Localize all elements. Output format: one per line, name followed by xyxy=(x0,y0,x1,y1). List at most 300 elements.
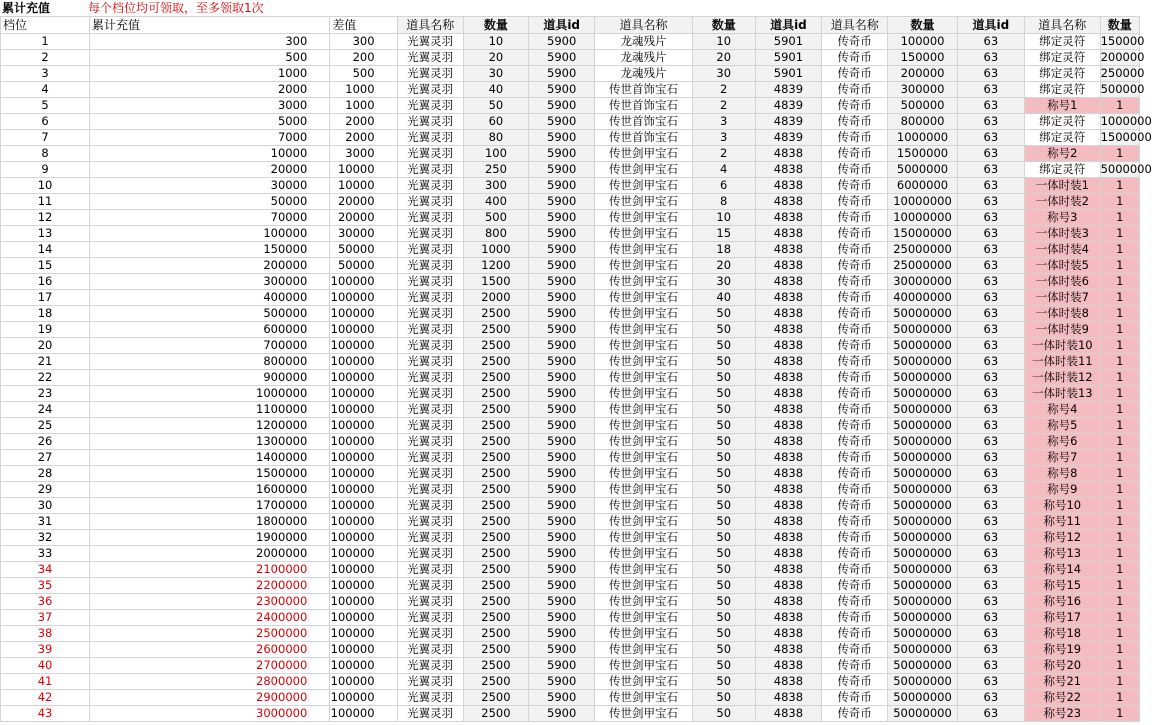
cell-tier[interactable]: 24 xyxy=(1,402,90,418)
cell-tier[interactable]: 19 xyxy=(1,322,90,338)
cell-item-id-2[interactable]: 4838 xyxy=(755,210,821,226)
cell-item-name-4[interactable]: 称号2 xyxy=(1025,146,1101,162)
cell-quantity-2[interactable]: 20 xyxy=(692,50,755,66)
cell-item-name-3[interactable]: 传奇币 xyxy=(822,370,888,386)
cell-item-id-3[interactable]: 63 xyxy=(957,466,1024,482)
header-item-name-4[interactable]: 道具名称 xyxy=(1025,17,1101,34)
cell-item-name-4[interactable]: 绑定灵符 xyxy=(1025,66,1101,82)
cell-cumulative-recharge[interactable]: 300 xyxy=(90,34,330,50)
cell-quantity-1[interactable]: 300 xyxy=(463,178,528,194)
cell-item-name-1[interactable]: 光翼灵羽 xyxy=(397,626,463,642)
cell-tier[interactable]: 25 xyxy=(1,418,90,434)
cell-item-id-1[interactable]: 5900 xyxy=(529,66,595,82)
cell-tier[interactable]: 20 xyxy=(1,338,90,354)
cell-item-name-2[interactable]: 传世首饰宝石 xyxy=(595,130,692,146)
cell-tier[interactable]: 37 xyxy=(1,610,90,626)
cell-item-id-2[interactable]: 4838 xyxy=(755,418,821,434)
cell-item-name-3[interactable]: 传奇币 xyxy=(822,498,888,514)
cell-quantity-4[interactable]: 200000 xyxy=(1100,50,1145,64)
cell-tier[interactable]: 23 xyxy=(1,386,90,402)
cell-quantity-4[interactable]: 1 xyxy=(1100,242,1139,258)
cell-quantity-4[interactable]: 1 xyxy=(1100,562,1139,578)
cell-quantity-3[interactable]: 50000000 xyxy=(888,610,957,626)
cell-item-id-2[interactable]: 4838 xyxy=(755,274,821,290)
cell-item-id-1[interactable]: 5900 xyxy=(529,466,595,482)
cell-quantity-3[interactable]: 50000000 xyxy=(888,466,957,482)
cell-item-name-4[interactable]: 称号16 xyxy=(1025,594,1101,610)
cell-item-name-3[interactable]: 传奇币 xyxy=(822,466,888,482)
cell-item-id-2[interactable]: 4838 xyxy=(755,306,821,322)
cell-cumulative-recharge[interactable]: 2300000 xyxy=(90,594,330,610)
cell-difference[interactable]: 100000 xyxy=(330,434,397,450)
cell-item-id-1[interactable]: 5900 xyxy=(529,514,595,530)
cell-item-name-4[interactable]: 一体时装11 xyxy=(1025,354,1101,370)
cell-item-name-3[interactable]: 传奇币 xyxy=(822,162,888,178)
cell-item-id-2[interactable]: 4838 xyxy=(755,402,821,418)
cell-item-id-3[interactable]: 63 xyxy=(957,50,1024,66)
cell-tier[interactable]: 38 xyxy=(1,626,90,642)
cell-quantity-1[interactable]: 250 xyxy=(463,162,528,178)
cell-item-name-3[interactable]: 传奇币 xyxy=(822,50,888,66)
cell-item-name-4[interactable]: 称号15 xyxy=(1025,578,1101,594)
header-tier[interactable]: 档位 xyxy=(1,17,90,34)
cell-cumulative-recharge[interactable]: 50000 xyxy=(90,194,330,210)
cell-cumulative-recharge[interactable]: 700000 xyxy=(90,338,330,354)
cell-item-name-3[interactable]: 传奇币 xyxy=(822,482,888,498)
cell-difference[interactable]: 100000 xyxy=(330,354,397,370)
cell-difference[interactable]: 1000 xyxy=(330,98,397,114)
cell-item-name-3[interactable]: 传奇币 xyxy=(822,594,888,610)
cell-item-id-2[interactable]: 4838 xyxy=(755,290,821,306)
cell-item-id-2[interactable]: 5901 xyxy=(755,34,821,50)
cell-item-name-1[interactable]: 光翼灵羽 xyxy=(397,370,463,386)
cell-quantity-2[interactable]: 50 xyxy=(692,706,755,722)
cell-quantity-3[interactable]: 15000000 xyxy=(888,226,957,242)
cell-quantity-3[interactable]: 25000000 xyxy=(888,242,957,258)
cell-item-id-1[interactable]: 5900 xyxy=(529,450,595,466)
cell-difference[interactable]: 300 xyxy=(330,34,397,50)
cell-quantity-3[interactable]: 200000 xyxy=(888,66,957,82)
cell-item-name-1[interactable]: 光翼灵羽 xyxy=(397,498,463,514)
cell-cumulative-recharge[interactable]: 1000 xyxy=(90,66,330,82)
cell-item-id-1[interactable]: 5900 xyxy=(529,226,595,242)
cell-quantity-1[interactable]: 30 xyxy=(463,66,528,82)
cell-item-id-2[interactable]: 4838 xyxy=(755,562,821,578)
cell-difference[interactable]: 100000 xyxy=(330,322,397,338)
cell-item-name-2[interactable]: 传世剑甲宝石 xyxy=(595,674,692,690)
cell-quantity-4[interactable]: 1 xyxy=(1100,338,1139,354)
cell-item-name-2[interactable]: 传世剑甲宝石 xyxy=(595,210,692,226)
cell-item-name-1[interactable]: 光翼灵羽 xyxy=(397,290,463,306)
cell-cumulative-recharge[interactable]: 3000000 xyxy=(90,706,330,722)
cell-item-name-2[interactable]: 传世剑甲宝石 xyxy=(595,498,692,514)
cell-quantity-1[interactable]: 60 xyxy=(463,114,528,130)
cell-item-id-2[interactable]: 4838 xyxy=(755,194,821,210)
cell-item-id-2[interactable]: 4838 xyxy=(755,610,821,626)
cell-tier[interactable]: 30 xyxy=(1,498,90,514)
cell-item-id-2[interactable]: 4838 xyxy=(755,498,821,514)
cell-item-id-2[interactable]: 4838 xyxy=(755,434,821,450)
cell-item-name-4[interactable]: 称号18 xyxy=(1025,626,1101,642)
cell-item-id-1[interactable]: 5900 xyxy=(529,642,595,658)
cell-difference[interactable]: 20000 xyxy=(330,194,397,210)
cell-quantity-4[interactable]: 1 xyxy=(1100,322,1139,338)
cell-item-name-3[interactable]: 传奇币 xyxy=(822,274,888,290)
cell-item-name-4[interactable]: 一体时装8 xyxy=(1025,306,1101,322)
cell-quantity-3[interactable]: 100000 xyxy=(888,34,957,50)
cell-quantity-3[interactable]: 50000000 xyxy=(888,482,957,498)
cell-item-name-1[interactable]: 光翼灵羽 xyxy=(397,98,463,114)
cell-quantity-1[interactable]: 2500 xyxy=(463,578,528,594)
cell-item-name-4[interactable]: 一体时装5 xyxy=(1025,258,1101,274)
cell-item-id-1[interactable]: 5900 xyxy=(529,706,595,722)
cell-item-id-3[interactable]: 63 xyxy=(957,514,1024,530)
cell-item-name-1[interactable]: 光翼灵羽 xyxy=(397,114,463,130)
cell-item-name-3[interactable]: 传奇币 xyxy=(822,66,888,82)
cell-item-id-3[interactable]: 63 xyxy=(957,290,1024,306)
cell-tier[interactable]: 2 xyxy=(1,50,90,66)
cell-item-name-2[interactable]: 传世剑甲宝石 xyxy=(595,466,692,482)
cell-item-name-3[interactable]: 传奇币 xyxy=(822,578,888,594)
cell-item-name-4[interactable]: 称号6 xyxy=(1025,434,1101,450)
cell-quantity-3[interactable]: 50000000 xyxy=(888,498,957,514)
cell-item-id-3[interactable]: 63 xyxy=(957,450,1024,466)
cell-quantity-4[interactable]: 1 xyxy=(1100,530,1139,546)
cell-item-id-3[interactable]: 63 xyxy=(957,130,1024,146)
cell-item-id-1[interactable]: 5900 xyxy=(529,610,595,626)
cell-quantity-4[interactable]: 1500000 xyxy=(1100,130,1152,144)
cell-quantity-3[interactable]: 1000000 xyxy=(888,130,957,146)
cell-item-name-2[interactable]: 传世剑甲宝石 xyxy=(595,354,692,370)
cell-quantity-2[interactable]: 2 xyxy=(692,146,755,162)
cell-item-name-1[interactable]: 光翼灵羽 xyxy=(397,642,463,658)
cell-cumulative-recharge[interactable]: 800000 xyxy=(90,354,330,370)
cell-item-name-1[interactable]: 光翼灵羽 xyxy=(397,482,463,498)
cell-difference[interactable]: 50000 xyxy=(330,242,397,258)
cell-quantity-3[interactable]: 50000000 xyxy=(888,690,957,706)
header-quantity-4[interactable]: 数量 xyxy=(1100,17,1139,34)
cell-item-name-2[interactable]: 传世剑甲宝石 xyxy=(595,162,692,178)
cell-difference[interactable]: 100000 xyxy=(330,674,397,690)
cell-item-name-2[interactable]: 传世剑甲宝石 xyxy=(595,386,692,402)
cell-quantity-1[interactable]: 100 xyxy=(463,146,528,162)
cell-item-id-3[interactable]: 63 xyxy=(957,258,1024,274)
cell-item-name-4[interactable]: 一体时装10 xyxy=(1025,338,1101,354)
cell-quantity-3[interactable]: 50000000 xyxy=(888,530,957,546)
cell-item-name-2[interactable]: 传世首饰宝石 xyxy=(595,114,692,130)
cell-item-id-1[interactable]: 5900 xyxy=(529,114,595,130)
cell-tier[interactable]: 36 xyxy=(1,594,90,610)
cell-item-name-1[interactable]: 光翼灵羽 xyxy=(397,354,463,370)
cell-quantity-2[interactable]: 30 xyxy=(692,66,755,82)
cell-difference[interactable]: 100000 xyxy=(330,578,397,594)
cell-difference[interactable]: 10000 xyxy=(330,162,397,178)
cell-item-id-2[interactable]: 4838 xyxy=(755,226,821,242)
cell-item-id-3[interactable]: 63 xyxy=(957,354,1024,370)
cell-quantity-4[interactable]: 1 xyxy=(1100,98,1139,114)
cell-item-id-2[interactable]: 4838 xyxy=(755,466,821,482)
cell-item-id-1[interactable]: 5900 xyxy=(529,178,595,194)
cell-item-id-3[interactable]: 63 xyxy=(957,690,1024,706)
cell-item-id-3[interactable]: 63 xyxy=(957,98,1024,114)
cell-item-id-1[interactable]: 5900 xyxy=(529,690,595,706)
cell-quantity-2[interactable]: 50 xyxy=(692,498,755,514)
cell-quantity-3[interactable]: 50000000 xyxy=(888,626,957,642)
cell-item-name-3[interactable]: 传奇币 xyxy=(822,658,888,674)
cell-item-name-1[interactable]: 光翼灵羽 xyxy=(397,162,463,178)
cell-quantity-2[interactable]: 20 xyxy=(692,258,755,274)
cell-quantity-2[interactable]: 15 xyxy=(692,226,755,242)
cell-quantity-3[interactable]: 10000000 xyxy=(888,210,957,226)
cell-item-name-4[interactable]: 称号23 xyxy=(1025,706,1101,722)
cell-tier[interactable]: 43 xyxy=(1,706,90,722)
cell-quantity-3[interactable]: 50000000 xyxy=(888,578,957,594)
cell-quantity-1[interactable]: 2500 xyxy=(463,354,528,370)
cell-quantity-1[interactable]: 2500 xyxy=(463,706,528,722)
cell-item-id-1[interactable]: 5900 xyxy=(529,498,595,514)
cell-item-id-1[interactable]: 5900 xyxy=(529,386,595,402)
cell-item-name-1[interactable]: 光翼灵羽 xyxy=(397,210,463,226)
cell-difference[interactable]: 100000 xyxy=(330,626,397,642)
cell-cumulative-recharge[interactable]: 200000 xyxy=(90,258,330,274)
cell-item-name-1[interactable]: 光翼灵羽 xyxy=(397,258,463,274)
cell-tier[interactable]: 11 xyxy=(1,194,90,210)
cell-difference[interactable]: 1000 xyxy=(330,82,397,98)
cell-difference[interactable]: 100000 xyxy=(330,546,397,562)
cell-item-id-1[interactable]: 5900 xyxy=(529,354,595,370)
cell-item-name-1[interactable]: 光翼灵羽 xyxy=(397,194,463,210)
cell-tier[interactable]: 42 xyxy=(1,690,90,706)
cell-item-name-4[interactable]: 称号11 xyxy=(1025,514,1101,530)
cell-difference[interactable]: 100000 xyxy=(330,514,397,530)
cell-item-id-1[interactable]: 5900 xyxy=(529,258,595,274)
cell-tier[interactable]: 4 xyxy=(1,82,90,98)
cell-item-id-2[interactable]: 4838 xyxy=(755,322,821,338)
cell-tier[interactable]: 27 xyxy=(1,450,90,466)
cell-item-name-2[interactable]: 龙魂残片 xyxy=(595,34,692,50)
cell-quantity-4[interactable]: 1 xyxy=(1100,706,1139,722)
cell-item-id-2[interactable]: 4838 xyxy=(755,338,821,354)
cell-item-id-3[interactable]: 63 xyxy=(957,642,1024,658)
cell-item-id-3[interactable]: 63 xyxy=(957,530,1024,546)
cell-item-id-3[interactable]: 63 xyxy=(957,34,1024,50)
cell-quantity-1[interactable]: 2500 xyxy=(463,562,528,578)
cell-item-id-3[interactable]: 63 xyxy=(957,146,1024,162)
cell-cumulative-recharge[interactable]: 1100000 xyxy=(90,402,330,418)
cell-quantity-1[interactable]: 2500 xyxy=(463,546,528,562)
cell-item-name-2[interactable]: 传世剑甲宝石 xyxy=(595,690,692,706)
cell-item-name-2[interactable]: 传世剑甲宝石 xyxy=(595,178,692,194)
cell-item-id-3[interactable]: 63 xyxy=(957,82,1024,98)
cell-quantity-2[interactable]: 50 xyxy=(692,642,755,658)
cell-quantity-1[interactable]: 2500 xyxy=(463,514,528,530)
cell-item-name-4[interactable]: 称号12 xyxy=(1025,530,1101,546)
cell-item-name-3[interactable]: 传奇币 xyxy=(822,338,888,354)
cell-item-name-4[interactable]: 一体时装3 xyxy=(1025,226,1101,242)
cell-quantity-2[interactable]: 50 xyxy=(692,466,755,482)
cell-item-id-3[interactable]: 63 xyxy=(957,578,1024,594)
cell-item-name-3[interactable]: 传奇币 xyxy=(822,562,888,578)
cell-item-id-3[interactable]: 63 xyxy=(957,178,1024,194)
cell-tier[interactable]: 9 xyxy=(1,162,90,178)
cell-quantity-3[interactable]: 6000000 xyxy=(888,178,957,194)
cell-item-name-1[interactable]: 光翼灵羽 xyxy=(397,34,463,50)
cell-cumulative-recharge[interactable]: 300000 xyxy=(90,274,330,290)
cell-difference[interactable]: 100000 xyxy=(330,690,397,706)
cell-item-name-2[interactable]: 传世剑甲宝石 xyxy=(595,546,692,562)
cell-quantity-3[interactable]: 50000000 xyxy=(888,658,957,674)
cell-item-id-1[interactable]: 5900 xyxy=(529,338,595,354)
cell-item-id-1[interactable]: 5900 xyxy=(529,434,595,450)
cell-item-name-4[interactable]: 称号9 xyxy=(1025,482,1101,498)
cell-item-name-2[interactable]: 传世剑甲宝石 xyxy=(595,418,692,434)
cell-tier[interactable]: 35 xyxy=(1,578,90,594)
cell-cumulative-recharge[interactable]: 20000 xyxy=(90,162,330,178)
cell-quantity-1[interactable]: 2500 xyxy=(463,674,528,690)
cell-item-name-1[interactable]: 光翼灵羽 xyxy=(397,706,463,722)
cell-quantity-4[interactable]: 1 xyxy=(1100,178,1139,194)
cell-quantity-3[interactable]: 50000000 xyxy=(888,402,957,418)
cell-cumulative-recharge[interactable]: 900000 xyxy=(90,370,330,386)
cell-item-id-1[interactable]: 5900 xyxy=(529,34,595,50)
cell-cumulative-recharge[interactable]: 2000 xyxy=(90,82,330,98)
cell-difference[interactable]: 100000 xyxy=(330,290,397,306)
cell-item-name-3[interactable]: 传奇币 xyxy=(822,178,888,194)
cell-quantity-4[interactable]: 1 xyxy=(1100,514,1139,530)
cell-item-id-1[interactable]: 5900 xyxy=(529,210,595,226)
cell-item-id-2[interactable]: 4838 xyxy=(755,354,821,370)
cell-item-id-2[interactable]: 4838 xyxy=(755,594,821,610)
cell-tier[interactable]: 22 xyxy=(1,370,90,386)
cell-quantity-1[interactable]: 2500 xyxy=(463,466,528,482)
cell-item-name-1[interactable]: 光翼灵羽 xyxy=(397,130,463,146)
cell-quantity-3[interactable]: 50000000 xyxy=(888,706,957,722)
cell-item-name-3[interactable]: 传奇币 xyxy=(822,402,888,418)
cell-quantity-1[interactable]: 2500 xyxy=(463,642,528,658)
cell-item-name-4[interactable]: 一体时装4 xyxy=(1025,242,1101,258)
cell-tier[interactable]: 28 xyxy=(1,466,90,482)
cell-item-name-4[interactable]: 一体时装2 xyxy=(1025,194,1101,210)
cell-quantity-3[interactable]: 50000000 xyxy=(888,594,957,610)
cell-item-id-2[interactable]: 4838 xyxy=(755,706,821,722)
cell-item-id-3[interactable]: 63 xyxy=(957,658,1024,674)
cell-difference[interactable]: 100000 xyxy=(330,306,397,322)
cell-quantity-2[interactable]: 50 xyxy=(692,306,755,322)
cell-item-name-2[interactable]: 龙魂残片 xyxy=(595,66,692,82)
cell-item-name-3[interactable]: 传奇币 xyxy=(822,674,888,690)
cell-quantity-2[interactable]: 10 xyxy=(692,34,755,50)
cell-quantity-4[interactable]: 1 xyxy=(1100,434,1139,450)
cell-item-name-1[interactable]: 光翼灵羽 xyxy=(397,466,463,482)
cell-tier[interactable]: 1 xyxy=(1,34,90,50)
cell-item-name-1[interactable]: 光翼灵羽 xyxy=(397,178,463,194)
cell-quantity-4[interactable]: 250000 xyxy=(1100,66,1145,80)
cell-item-name-1[interactable]: 光翼灵羽 xyxy=(397,338,463,354)
cell-cumulative-recharge[interactable]: 2700000 xyxy=(90,658,330,674)
cell-quantity-4[interactable]: 1 xyxy=(1100,210,1139,226)
cell-cumulative-recharge[interactable]: 2200000 xyxy=(90,578,330,594)
cell-item-name-3[interactable]: 传奇币 xyxy=(822,610,888,626)
cell-item-id-1[interactable]: 5900 xyxy=(529,194,595,210)
cell-quantity-3[interactable]: 50000000 xyxy=(888,450,957,466)
cell-item-name-2[interactable]: 传世剑甲宝石 xyxy=(595,610,692,626)
cell-item-name-4[interactable]: 一体时装13 xyxy=(1025,386,1101,402)
cell-item-id-1[interactable]: 5900 xyxy=(529,530,595,546)
sheet-note[interactable]: 每个档位均可领取，至多领取1次 xyxy=(88,1,264,15)
cell-tier[interactable]: 7 xyxy=(1,130,90,146)
cell-item-id-1[interactable]: 5900 xyxy=(529,594,595,610)
cell-difference[interactable]: 200 xyxy=(330,50,397,66)
cell-difference[interactable]: 100000 xyxy=(330,418,397,434)
cell-item-name-3[interactable]: 传奇币 xyxy=(822,690,888,706)
cell-item-id-2[interactable]: 4838 xyxy=(755,258,821,274)
cell-cumulative-recharge[interactable]: 2400000 xyxy=(90,610,330,626)
cell-item-id-2[interactable]: 4838 xyxy=(755,370,821,386)
cell-quantity-3[interactable]: 50000000 xyxy=(888,354,957,370)
cell-item-name-1[interactable]: 光翼灵羽 xyxy=(397,402,463,418)
cell-item-name-2[interactable]: 传世剑甲宝石 xyxy=(595,450,692,466)
cell-item-id-3[interactable]: 63 xyxy=(957,306,1024,322)
cell-quantity-2[interactable]: 50 xyxy=(692,626,755,642)
cell-quantity-2[interactable]: 50 xyxy=(692,658,755,674)
cell-quantity-2[interactable]: 50 xyxy=(692,610,755,626)
cell-item-name-2[interactable]: 传世剑甲宝石 xyxy=(595,146,692,162)
cell-item-id-1[interactable]: 5900 xyxy=(529,306,595,322)
cell-quantity-1[interactable]: 2500 xyxy=(463,498,528,514)
cell-quantity-4[interactable]: 1 xyxy=(1100,642,1139,658)
cell-item-name-2[interactable]: 传世剑甲宝石 xyxy=(595,226,692,242)
cell-quantity-4[interactable]: 1 xyxy=(1100,418,1139,434)
cell-cumulative-recharge[interactable]: 1300000 xyxy=(90,434,330,450)
cell-quantity-2[interactable]: 50 xyxy=(692,546,755,562)
cell-item-id-1[interactable]: 5900 xyxy=(529,482,595,498)
cell-item-name-1[interactable]: 光翼灵羽 xyxy=(397,594,463,610)
header-item-id-1[interactable]: 道具id xyxy=(529,17,595,34)
cell-item-name-1[interactable]: 光翼灵羽 xyxy=(397,546,463,562)
cell-quantity-4[interactable]: 1 xyxy=(1100,258,1139,274)
cell-quantity-2[interactable]: 50 xyxy=(692,482,755,498)
cell-item-name-2[interactable]: 传世剑甲宝石 xyxy=(595,562,692,578)
cell-cumulative-recharge[interactable]: 500 xyxy=(90,50,330,66)
cell-quantity-2[interactable]: 50 xyxy=(692,322,755,338)
cell-quantity-3[interactable]: 1500000 xyxy=(888,146,957,162)
cell-item-id-1[interactable]: 5900 xyxy=(529,658,595,674)
cell-item-name-3[interactable]: 传奇币 xyxy=(822,450,888,466)
cell-cumulative-recharge[interactable]: 3000 xyxy=(90,98,330,114)
cell-item-id-1[interactable]: 5900 xyxy=(529,578,595,594)
cell-quantity-1[interactable]: 2500 xyxy=(463,370,528,386)
cell-item-id-3[interactable]: 63 xyxy=(957,226,1024,242)
cell-item-id-2[interactable]: 4839 xyxy=(755,114,821,130)
cell-item-id-3[interactable]: 63 xyxy=(957,162,1024,178)
cell-item-id-1[interactable]: 5900 xyxy=(529,322,595,338)
cell-quantity-2[interactable]: 50 xyxy=(692,338,755,354)
cell-item-id-1[interactable]: 5900 xyxy=(529,242,595,258)
cell-difference[interactable]: 100000 xyxy=(330,610,397,626)
cell-quantity-3[interactable]: 50000000 xyxy=(888,434,957,450)
cell-quantity-1[interactable]: 500 xyxy=(463,210,528,226)
cell-item-id-1[interactable]: 5900 xyxy=(529,674,595,690)
cell-item-name-1[interactable]: 光翼灵羽 xyxy=(397,530,463,546)
cell-item-name-4[interactable]: 称号8 xyxy=(1025,466,1101,482)
cell-quantity-4[interactable]: 1 xyxy=(1100,674,1139,690)
cell-item-name-4[interactable]: 称号14 xyxy=(1025,562,1101,578)
cell-difference[interactable]: 100000 xyxy=(330,450,397,466)
cell-item-name-1[interactable]: 光翼灵羽 xyxy=(397,66,463,82)
cell-tier[interactable]: 8 xyxy=(1,146,90,162)
cell-item-name-4[interactable]: 一体时装12 xyxy=(1025,370,1101,386)
cell-item-id-3[interactable]: 63 xyxy=(957,482,1024,498)
